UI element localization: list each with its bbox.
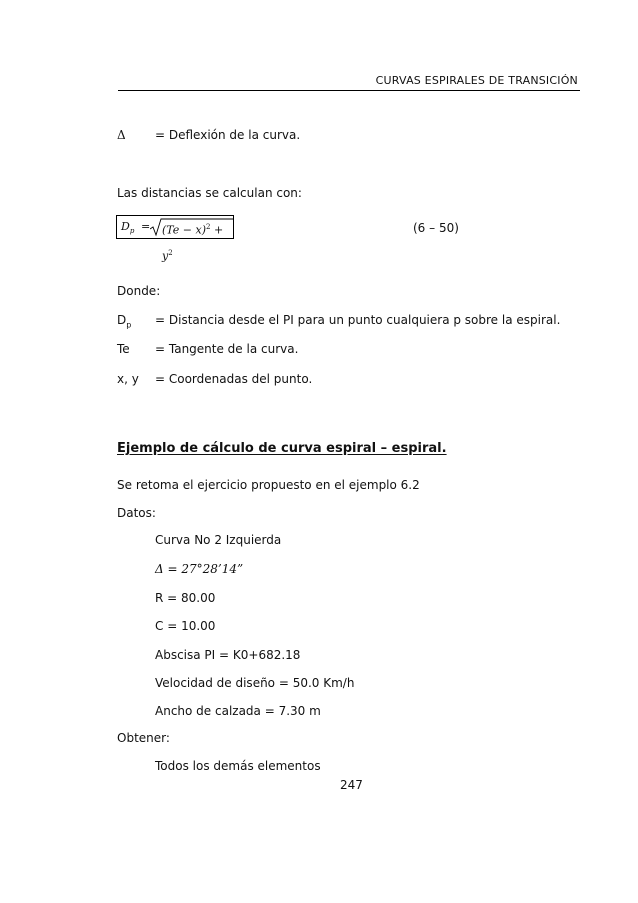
data-item: Velocidad de diseño = 50.0 Km/h bbox=[155, 676, 355, 690]
definition-symbol-te: Te bbox=[117, 342, 130, 356]
datos-label: Datos: bbox=[117, 506, 156, 520]
data-item: R = 80.00 bbox=[155, 591, 216, 605]
data-item: Curva No 2 Izquierda bbox=[155, 533, 282, 547]
definition-xy: = Coordenadas del punto. bbox=[155, 372, 313, 386]
formula-box bbox=[116, 215, 234, 263]
definition-symbol-dp: $D_p$ bbox=[117, 313, 132, 330]
formula-lhs: $D_p$ bbox=[121, 220, 135, 236]
running-title: CURVAS ESPIRALES DE TRANSICIÓN bbox=[375, 74, 578, 87]
example-heading: Ejemplo de cálculo de curva espiral – espiral. bbox=[117, 441, 447, 456]
definition-te: = Tangente de la curva. bbox=[155, 342, 299, 356]
definition-dp: = Distancia desde el PI para un punto cualquiera p sobre la espiral. bbox=[155, 313, 561, 327]
definition-symbol-xy: x, y bbox=[117, 372, 139, 386]
data-item: Ancho de calzada = 7.30 m bbox=[155, 704, 321, 718]
formula-equals: = bbox=[141, 220, 151, 233]
distances-intro: Las distancias se calculan con: bbox=[117, 186, 302, 200]
formula-number: (6 – 50) bbox=[413, 221, 459, 235]
example-intro: Se retoma el ejercicio propuesto en el ejemplo 6.2 bbox=[117, 478, 420, 492]
page-number: 247 bbox=[340, 778, 363, 792]
data-item: Abscisa PI = K0+682.18 bbox=[155, 648, 301, 662]
formula-radicand: $(Te - x)^2 + y^2$ bbox=[162, 223, 224, 263]
donde-label: Donde: bbox=[117, 284, 161, 298]
data-item: C = 10.00 bbox=[155, 619, 216, 633]
obtener-label: Obtener: bbox=[117, 731, 170, 745]
obtener-item: Todos los demás elementos bbox=[155, 759, 321, 773]
header-rule bbox=[118, 90, 580, 91]
data-item: Δ = 27°28’14” bbox=[155, 562, 244, 576]
delta-symbol: Δ bbox=[117, 128, 126, 142]
delta-definition: = Deflexión de la curva. bbox=[155, 128, 301, 142]
